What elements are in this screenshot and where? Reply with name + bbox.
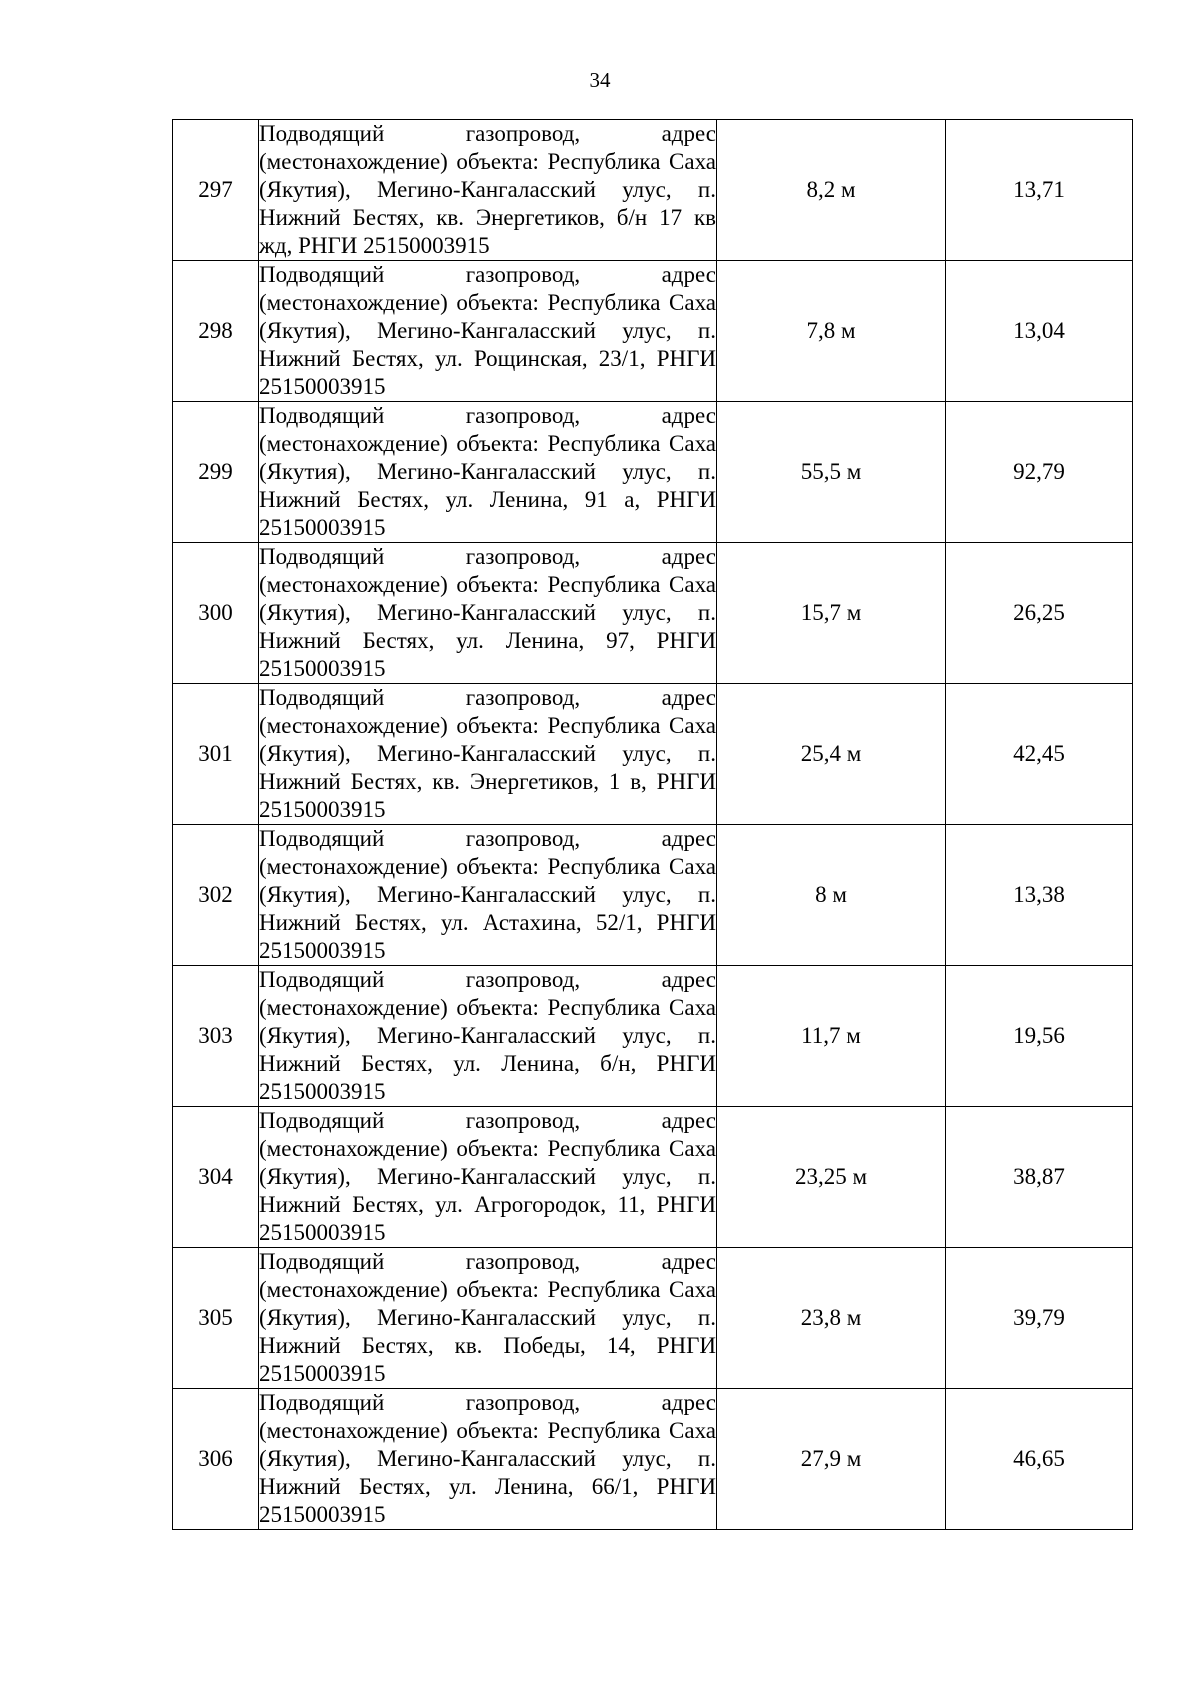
object-description-cell [259,825,717,966]
object-value: 39,79 [946,1248,1133,1389]
table-row [173,543,1133,684]
pipeline-length: 55,5 м [717,402,946,543]
table-row [173,825,1133,966]
table-row [173,1107,1133,1248]
object-description-cell [259,261,717,402]
object-description: Подводящий газопровод, адрес (местонахождение) объекта: Республика Саха (Якутия), Мегино-Кангаласский улус, п. Нижний Бестях, ул. Агрогородок, 11, РНГИ 25150003915 [259,1108,716,1245]
object-description: Подводящий газопровод, адрес (местонахождение) объекта: Республика Саха (Якутия), Мегино-Кангаласский улус, п. Нижний Бестях, ул. Ленина, 97, РНГИ 25150003915 [259,544,716,681]
row-number: 305 [173,1248,259,1389]
pipeline-length: 23,25 м [717,1107,946,1248]
object-description: Подводящий газопровод, адрес (местонахождение) объекта: Республика Саха (Якутия), Мегино-Кангаласский улус, п. Нижний Бестях, кв. Энергетиков, 1 в, РНГИ 25150003915 [259,685,716,822]
row-number: 306 [173,1389,259,1530]
object-value: 13,38 [946,825,1133,966]
row-number: 304 [173,1107,259,1248]
registry-table [172,119,1133,1530]
table-row [173,966,1133,1107]
object-description: Подводящий газопровод, адрес (местонахождение) объекта: Республика Саха (Якутия), Мегино-Кангаласский улус, п. Нижний Бестях, ул. Ленина, 91 а, РНГИ 25150003915 [259,403,716,540]
object-description: Подводящий газопровод, адрес (местонахождение) объекта: Республика Саха (Якутия), Мегино-Кангаласский улус, п. Нижний Бестях, кв. Победы, 14, РНГИ 25150003915 [259,1249,716,1386]
object-description: Подводящий газопровод, адрес (местонахождение) объекта: Республика Саха (Якутия), Мегино-Кангаласский улус, п. Нижний Бестях, ул. Ленина, б/н, РНГИ 25150003915 [259,967,716,1104]
object-description: Подводящий газопровод, адрес (местонахождение) объекта: Республика Саха (Якутия), Мегино-Кангаласский улус, п. Нижний Бестях, кв. Энергетиков, б/н 17 кв жд, РНГИ 25150003915 [259,121,716,258]
object-value: 13,71 [946,120,1133,261]
table-row [173,1248,1133,1389]
row-number: 298 [173,261,259,402]
object-description-cell [259,1107,717,1248]
table-row [173,261,1133,402]
object-description-cell [259,402,717,543]
row-number: 299 [173,402,259,543]
object-description-cell [259,684,717,825]
object-value: 46,65 [946,1389,1133,1530]
object-description-cell [259,543,717,684]
pipeline-length: 7,8 м [717,261,946,402]
object-value: 92,79 [946,402,1133,543]
row-number: 297 [173,120,259,261]
object-description: Подводящий газопровод, адрес (местонахождение) объекта: Республика Саха (Якутия), Мегино-Кангаласский улус, п. Нижний Бестях, ул. Астахина, 52/1, РНГИ 25150003915 [259,826,716,963]
pipeline-length: 25,4 м [717,684,946,825]
object-value: 19,56 [946,966,1133,1107]
pipeline-length: 11,7 м [717,966,946,1107]
object-value: 38,87 [946,1107,1133,1248]
pipeline-length: 15,7 м [717,543,946,684]
row-number: 302 [173,825,259,966]
object-description-cell [259,966,717,1107]
row-number: 301 [173,684,259,825]
object-value: 13,04 [946,261,1133,402]
table-row [173,402,1133,543]
object-value: 26,25 [946,543,1133,684]
page-number: 34 [589,68,611,92]
pipeline-length: 23,8 м [717,1248,946,1389]
table-row [173,684,1133,825]
object-description: Подводящий газопровод, адрес (местонахождение) объекта: Республика Саха (Якутия), Мегино-Кангаласский улус, п. Нижний Бестях, ул. Рощинская, 23/1, РНГИ 25150003915 [259,262,716,399]
pipeline-length: 8 м [717,825,946,966]
object-description: Подводящий газопровод, адрес (местонахождение) объекта: Республика Саха (Якутия), Мегино-Кангаласский улус, п. Нижний Бестях, ул. Ленина, 66/1, РНГИ 25150003915 [259,1390,716,1527]
object-description-cell [259,1389,717,1530]
object-value: 42,45 [946,684,1133,825]
row-number: 303 [173,966,259,1107]
pipeline-length: 27,9 м [717,1389,946,1530]
row-number: 300 [173,543,259,684]
pipeline-length: 8,2 м [717,120,946,261]
object-description-cell [259,120,717,261]
registry-table-body [173,120,1133,1530]
object-description-cell [259,1248,717,1389]
table-row [173,120,1133,261]
table-row [173,1389,1133,1530]
